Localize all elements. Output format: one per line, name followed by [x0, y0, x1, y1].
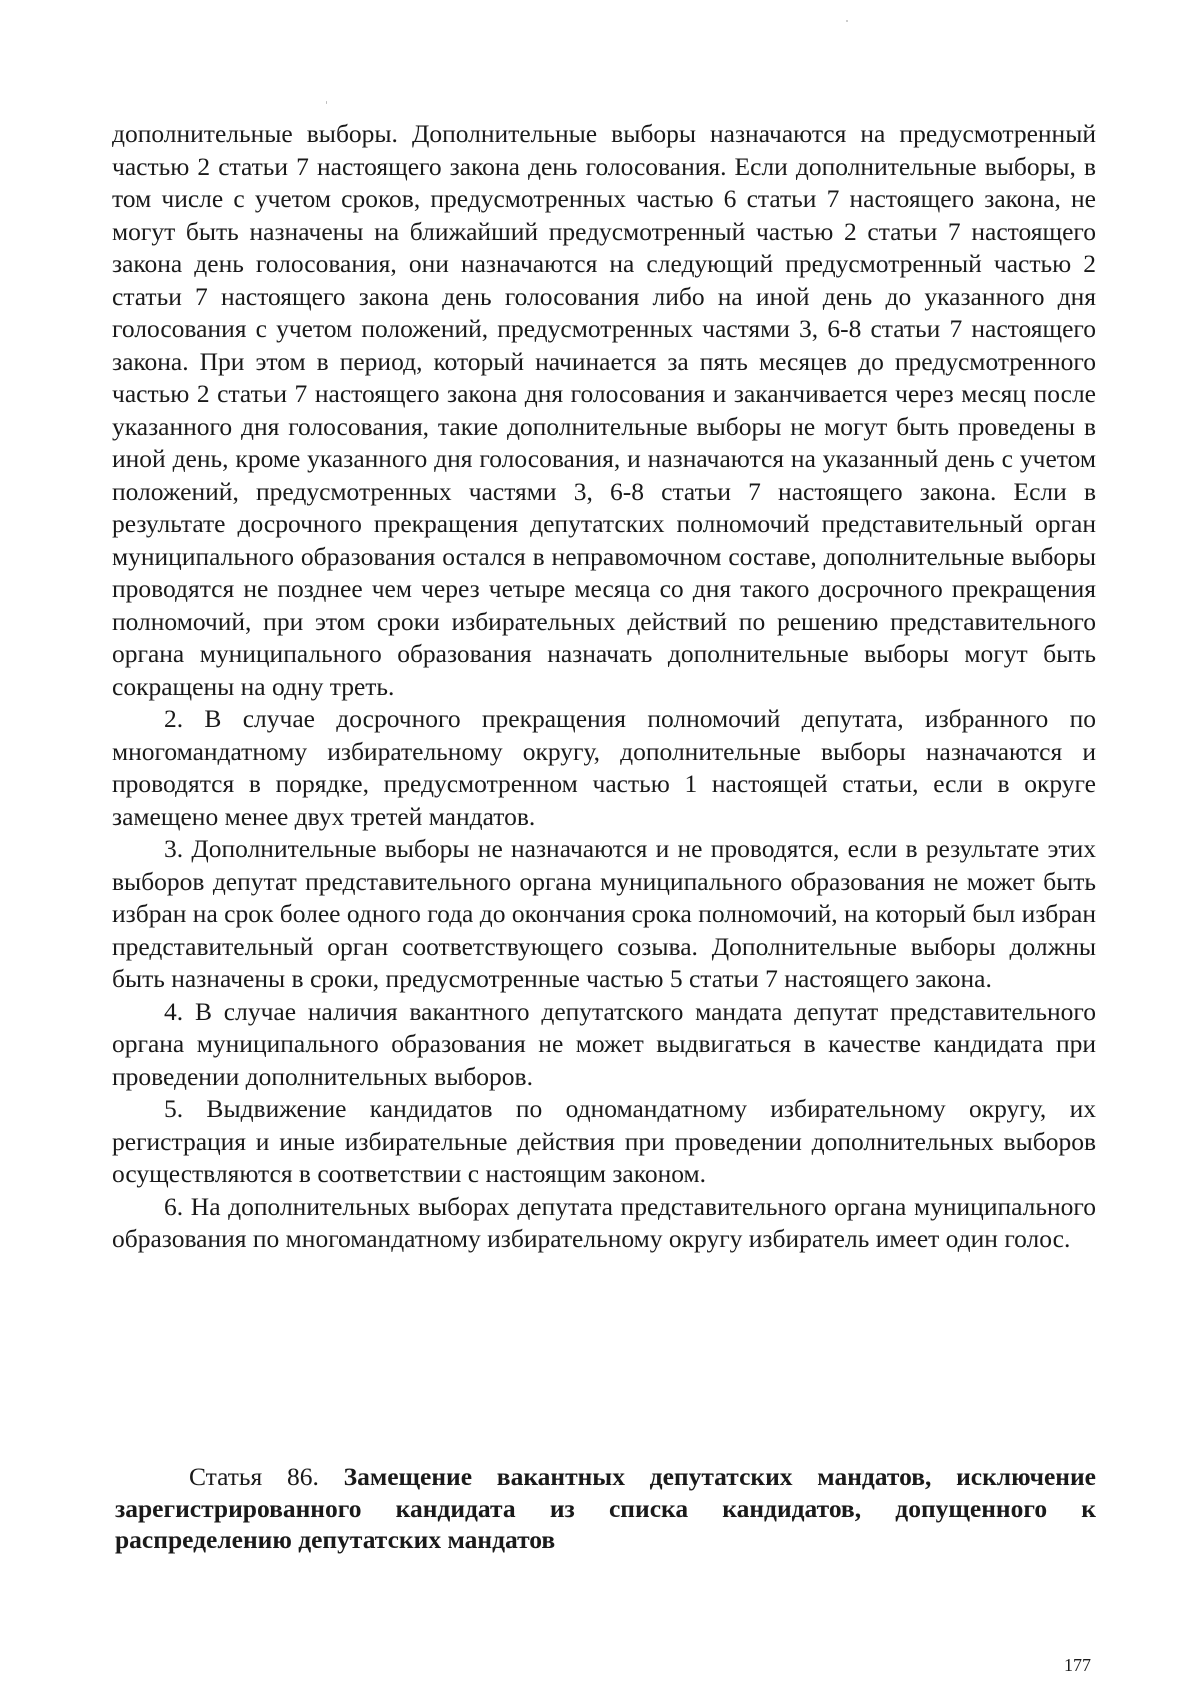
page-number: 177: [1064, 1655, 1091, 1675]
paragraph-item-4: 4. В случае наличия вакантного депутатского мандата депутат представительного органа муниципального образования не может выдвигаться в качестве кандидата при проведении дополнительных выборов.: [112, 996, 1096, 1091]
paragraph-item-3: 3. Дополнительные выборы не назначаются и не проводятся, если в результате этих выборов депутат представительного органа муниципального образования не может быть избран на срок более одного года до окончания срока полномочий, на который был избран представительный орган соответствующего созыва. Дополнительные выборы должны быть назначены в сроки, предусмотренные частью 5 статьи 7 настоящего закона.: [112, 834, 1096, 993]
article-number: Статья 86.: [189, 1462, 344, 1491]
document-body: [112, 118, 1096, 1256]
article-heading: [115, 1461, 1096, 1556]
paragraph-continuation: дополнительные выборы. Дополнительные выборы назначаются на предусмотренный частью 2 статьи 7 настоящего закона день голосования. Если дополнительные выборы, в том числе с учетом сроков, предусмотренных частью 6 статьи 7 настоящего закона, не могут быть назначены на ближайший предусмотренный частью 2 статьи 7 настоящего закона день голосования, они назначаются на следующий предусмотренный частью 2 статьи 7 настоящего закона день голосования либо на иной день до указанного дня голосования с учетом положений, предусмотренных частями 3, 6-8 статьи 7 настоящего закона. При этом в период, который начинается за пять месяцев до предусмотренного частью 2 статьи 7 настоящего закона дня голосования и заканчивается через месяц после указанного дня голосования, такие дополнительные выборы не могут быть проведены в иной день, кроме указанного дня голосования, и назначаются на указанный день с учетом положений, предусмотренных частями 3, 6-8 статьи 7 настоящего закона. Если в результате досрочного прекращения депутатских полномочий представительный орган муниципального образования остался в неправомочном составе, дополнительные выборы проводятся не позднее чем через четыре месяца со дня такого досрочного прекращения полномочий, при этом сроки избирательных действий по решению представительного органа муниципального образования назначать дополнительные выборы могут быть сокращены на одну треть.: [112, 119, 1096, 701]
paragraph-item-2: 2. В случае досрочного прекращения полномочий депутата, избранного по многомандатному избирательному округу, дополнительные выборы назначаются и проводятся в порядке, предусмотренном частью 1 настоящей статьи, если в округе замещено менее двух третей мандатов.: [112, 704, 1096, 831]
scan-speck: [846, 20, 848, 22]
article-title: Замещение вакантных депутатских мандатов, исключение зарегистрированного кандидата из списка кандидатов, допущенного к распределению депутатских мандатов: [115, 1462, 1096, 1554]
paragraph-item-5: 5. Выдвижение кандидатов по одномандатному избирательному округу, их регистрация и иные избирательные действия при проведении дополнительных выборов осуществляются в соответствии с настоящим законом.: [112, 1094, 1096, 1188]
scan-speck: [326, 101, 327, 104]
paragraph-item-6: 6. На дополнительных выборах депутата представительного органа муниципального образования по многомандатному избирательному округу избиратель имеет один голос.: [112, 1191, 1096, 1253]
